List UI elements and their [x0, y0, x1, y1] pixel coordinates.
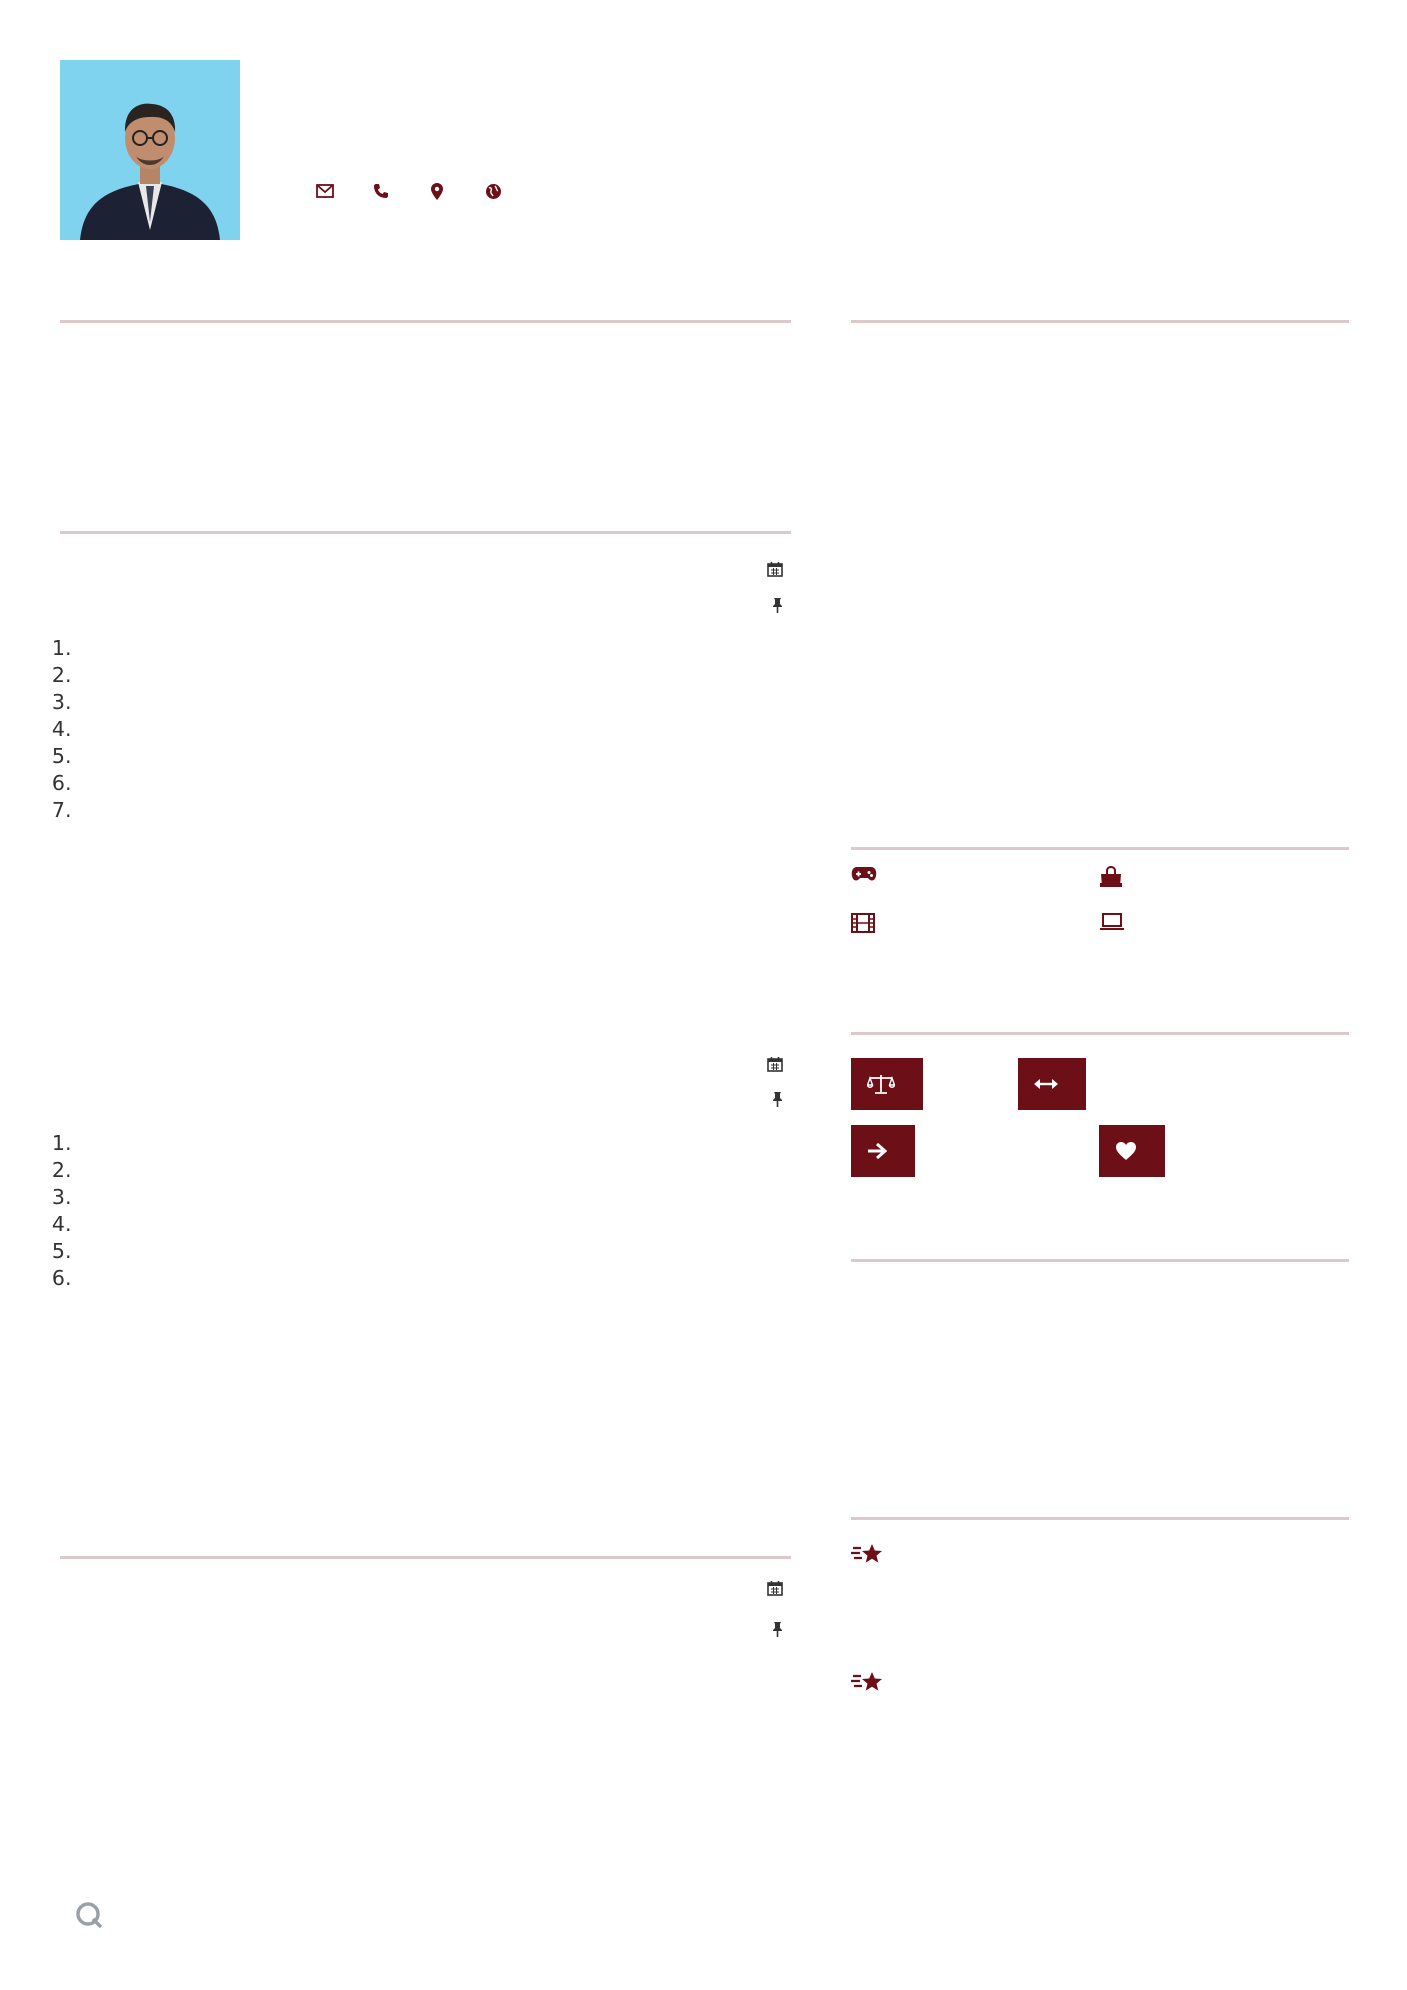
pushpin-icon [772, 1091, 783, 1107]
strength-flexibility [1018, 1058, 1086, 1110]
gamepad-icon [851, 866, 877, 882]
interest-technology [1099, 913, 1137, 931]
list-item [78, 1238, 809, 1265]
shopping-bag-icon [1099, 866, 1123, 888]
person-portrait-icon [60, 60, 240, 240]
calendar-icon [767, 561, 783, 577]
achievements-divider [851, 1517, 1349, 1520]
interest-fashion [1099, 866, 1135, 888]
languages-divider [851, 1259, 1349, 1262]
interest-film [851, 913, 887, 933]
strength-forward-thinking [851, 1125, 915, 1177]
list-item [78, 689, 809, 716]
work-divider [60, 531, 791, 534]
globe-icon [483, 181, 503, 201]
list-item [78, 1265, 809, 1292]
job-dates [767, 1056, 791, 1072]
footer-powered-by [60, 1900, 116, 1930]
strength-fairness [851, 1058, 923, 1110]
interests-divider [851, 847, 1349, 850]
shooting-star-icon [851, 1540, 885, 1568]
skills-divider [851, 320, 1349, 323]
profile-photo [60, 60, 240, 240]
list-item [78, 770, 809, 797]
balance-scale-icon [867, 1073, 895, 1095]
arrows-horizontal-icon [1034, 1077, 1058, 1091]
heart-icon [1115, 1141, 1137, 1161]
job-bullets [60, 1130, 809, 1292]
phone-icon [371, 181, 391, 201]
list-item [78, 662, 809, 689]
calendar-icon [767, 1056, 783, 1072]
list-item [78, 1130, 809, 1157]
arrow-right-icon [867, 1142, 887, 1160]
job-location [772, 1091, 791, 1107]
job-dates [767, 561, 791, 577]
film-icon [851, 913, 875, 933]
job-bullets [60, 635, 809, 824]
qwikresume-logo-icon [74, 1900, 104, 1930]
shooting-star-icon [851, 1668, 885, 1696]
summary-divider [60, 320, 791, 323]
interest-gaming [851, 866, 889, 882]
education-location [772, 1621, 791, 1637]
laptop-icon [1099, 913, 1125, 931]
list-item [78, 716, 809, 743]
pushpin-icon [772, 1621, 783, 1637]
strength-gratitude [1099, 1125, 1165, 1177]
achievement-item [851, 1538, 1349, 1568]
achievement-item [851, 1666, 1349, 1696]
contact-bar [315, 178, 539, 204]
list-item [78, 743, 809, 770]
list-item [78, 1211, 809, 1238]
strengths-divider [851, 1032, 1349, 1035]
job-location [772, 597, 791, 613]
pushpin-icon [772, 597, 783, 613]
education-divider [60, 1556, 791, 1559]
calendar-icon [767, 1580, 783, 1596]
list-item [78, 797, 809, 824]
envelope-icon [315, 181, 335, 201]
education-dates [767, 1580, 791, 1596]
list-item [78, 1184, 809, 1211]
list-item [78, 1157, 809, 1184]
map-marker-icon [427, 181, 447, 201]
list-item [78, 635, 809, 662]
